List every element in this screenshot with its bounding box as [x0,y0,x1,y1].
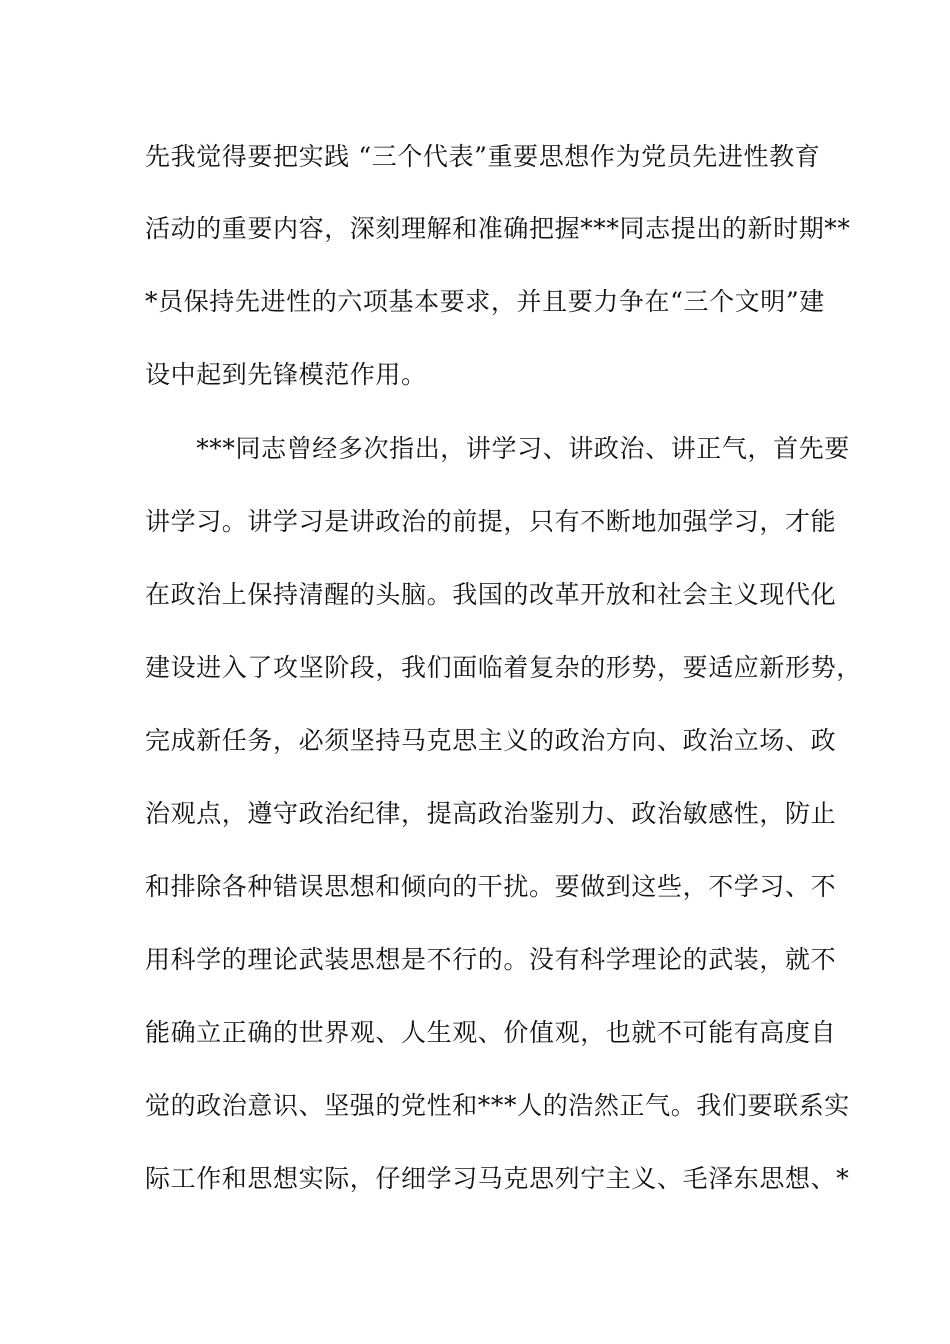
text-line: 用科学的理论武装思想是不行的。没有科学理论的武装，就不 [145,945,837,974]
text-line: 能确立正确的世界观、人生观、价值观，也就不可能有高度自 [145,1018,837,1047]
text-line: 设中起到先锋模范作用。 [145,360,427,389]
text-line: 讲学习。讲学习是讲政治的前提，只有不断地加强学习，才能 [145,507,837,536]
text-line: 治观点，遵守政治纪律，提高政治鉴别力、政治敏感性，防止 [145,799,837,828]
text-line: 际工作和思想实际，仔细学习马克思列宁主义、毛泽东思想、* [145,1164,850,1193]
paragraph-first-line: ***同志曾经多次指出，讲学习、讲政治、讲正气，首先要 [145,434,850,463]
text-line: 和排除各种错误思想和倾向的干扰。要做到这些，不学习、不 [145,872,837,901]
text-line: 完成新任务，必须坚持马克思主义的政治方向、政治立场、政 [145,726,837,755]
text-line: *员保持先进性的六项基本要求，并且要力争在“三个文明”建 [145,287,825,316]
text-line: 在政治上保持清醒的头脑。我国的改革开放和社会主义现代化 [145,580,837,609]
text-line: 建设进入了攻坚阶段，我们面临着复杂的形势，要适应新形势， [145,653,862,682]
text-line: 先我觉得要把实践 “三个代表”重要思想作为党员先进性教育 [145,142,821,171]
text-line: 活动的重要内容，深刻理解和准确把握***同志提出的新时期** [145,214,851,243]
text-line: 觉的政治意识、坚强的党性和***人的浩然正气。我们要联系实 [145,1091,850,1120]
